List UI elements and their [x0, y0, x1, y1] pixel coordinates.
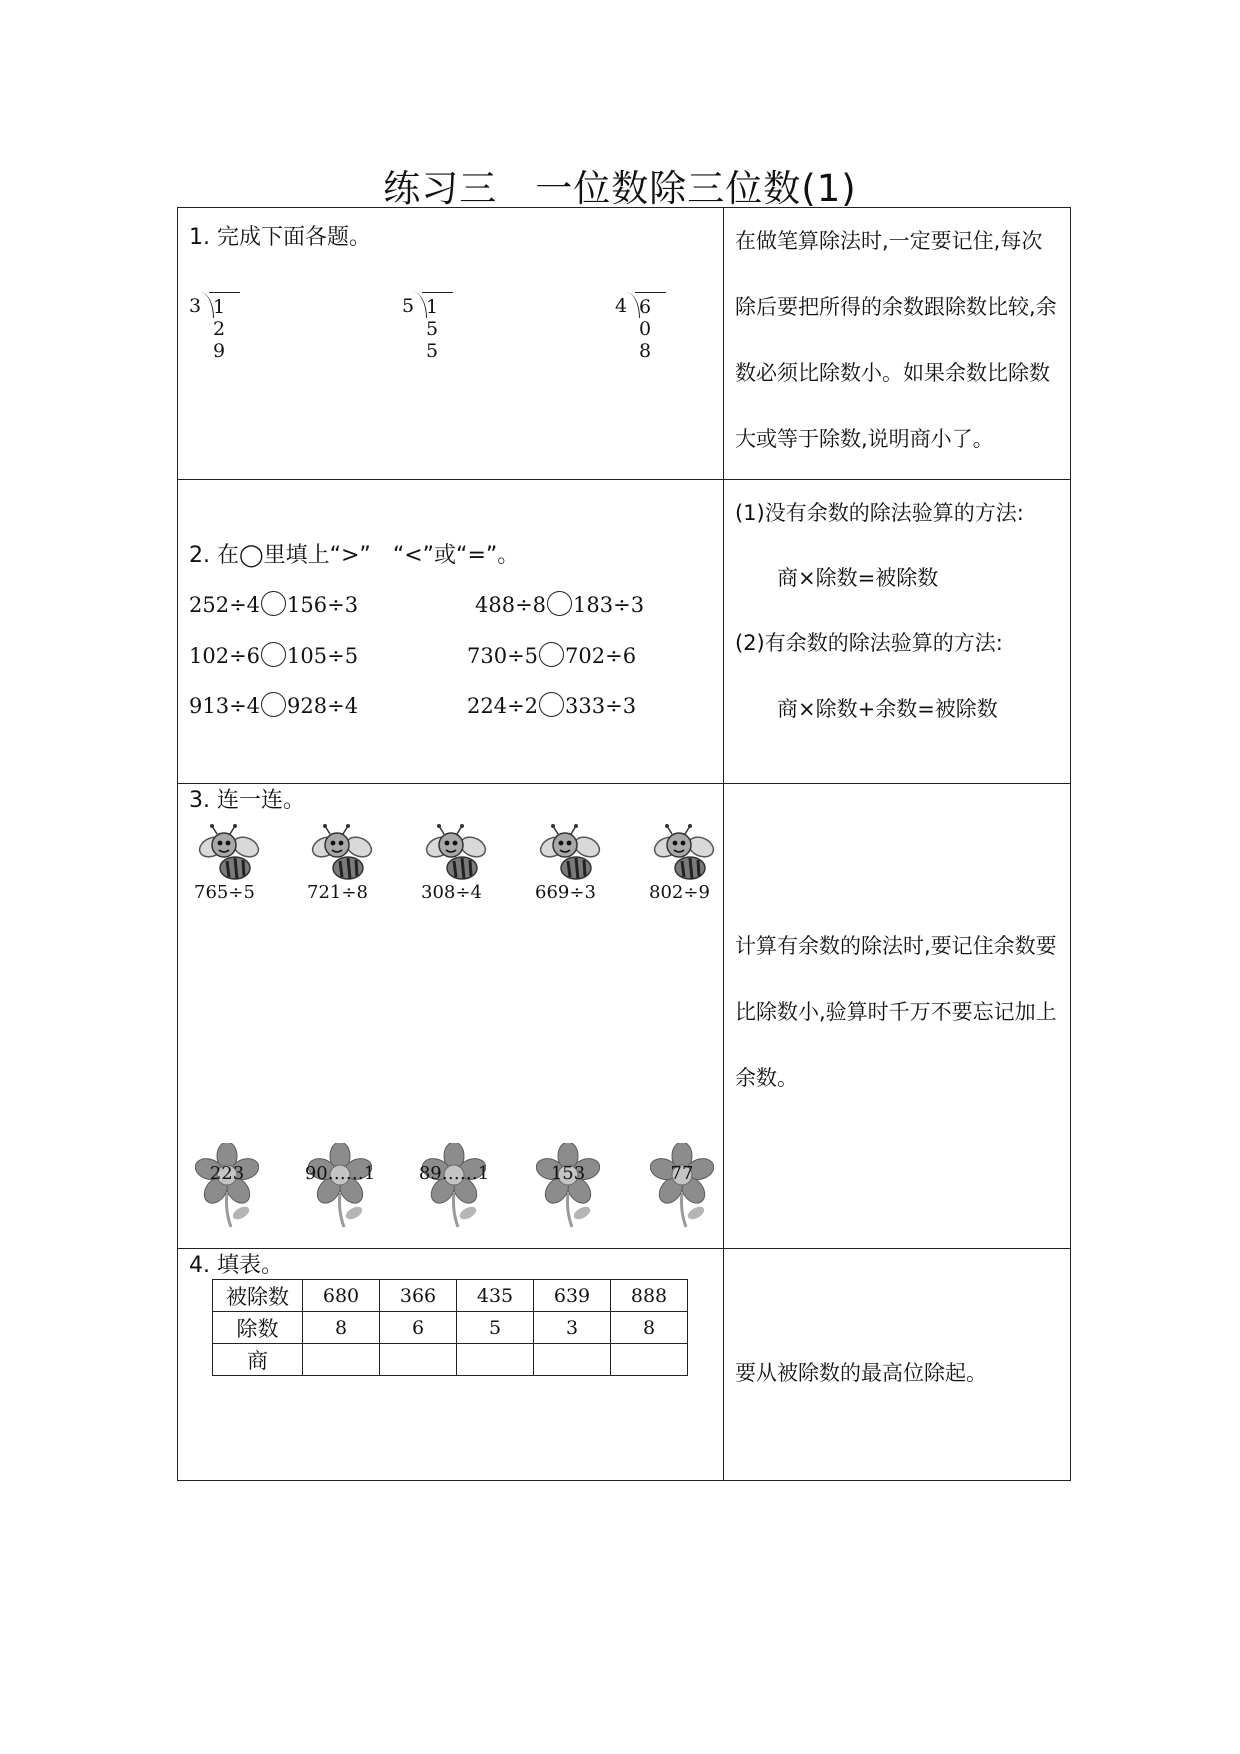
compare-left: 224÷2 — [467, 694, 539, 718]
row-divider — [178, 1248, 1070, 1249]
q1-title: 1. 完成下面各题。 — [189, 225, 371, 250]
compare-item — [189, 591, 358, 617]
fill-table — [212, 1279, 688, 1376]
compare-item — [189, 692, 358, 718]
dividend-cell: 639 — [534, 1280, 611, 1312]
flower-icon — [650, 1143, 714, 1229]
worksheet-table — [177, 207, 1071, 1481]
compare-right: 105÷5 — [287, 644, 359, 668]
compare-right: 333÷3 — [565, 694, 637, 718]
dividend: 1 5 5 — [422, 292, 453, 362]
table-row-quotient — [213, 1344, 688, 1376]
answer-circle[interactable] — [261, 591, 286, 616]
quotient-input-cell[interactable] — [534, 1344, 611, 1376]
q2-tip-line: (1)没有余数的除法验算的方法: — [735, 501, 1024, 525]
table-row-dividend — [213, 1280, 688, 1312]
flower-answer[interactable]: 153 — [550, 1163, 586, 1184]
row-label: 被除数 — [213, 1280, 303, 1312]
quotient-input-cell[interactable] — [303, 1344, 380, 1376]
answer-circle[interactable] — [539, 692, 564, 717]
compare-left: 102÷6 — [189, 644, 261, 668]
bee-expression[interactable]: 308÷4 — [421, 882, 482, 903]
dividend: 1 2 9 — [209, 292, 240, 362]
compare-item — [467, 642, 636, 668]
compare-right: 702÷6 — [565, 644, 637, 668]
flower-answer[interactable]: 90……1 — [304, 1163, 376, 1184]
bee-expression[interactable]: 669÷3 — [535, 882, 596, 903]
flower-answer[interactable]: 77 — [670, 1163, 694, 1184]
bee-icon — [652, 823, 716, 885]
q4-title: 4. 填表。 — [189, 1253, 283, 1278]
answer-circle[interactable] — [261, 642, 286, 667]
divisor-cell: 5 — [457, 1312, 534, 1344]
quotient-input-cell[interactable] — [611, 1344, 688, 1376]
divisor-cell: 8 — [611, 1312, 688, 1344]
q2-tip-line: (2)有余数的除法验算的方法: — [735, 631, 1003, 655]
compare-item — [189, 642, 358, 668]
divisor: 5 — [402, 295, 415, 317]
compare-right: 183÷3 — [573, 593, 645, 617]
dividend-cell: 680 — [303, 1280, 380, 1312]
bee-icon — [197, 823, 261, 885]
q3-tip: 计算有余数的除法时,要记住余数要比除数小,验算时千万不要忘记加上余数。 — [735, 934, 1057, 1090]
dividend-cell: 366 — [380, 1280, 457, 1312]
row-label: 商 — [213, 1344, 303, 1376]
table-row-divisor — [213, 1312, 688, 1344]
compare-left: 730÷5 — [467, 644, 539, 668]
row-divider — [178, 783, 1070, 784]
dividend-cell: 435 — [457, 1280, 534, 1312]
column-divider — [723, 208, 724, 1480]
row-label: 除数 — [213, 1312, 303, 1344]
dividend: 6 0 8 — [635, 292, 666, 362]
divisor-cell: 6 — [380, 1312, 457, 1344]
divisor-cell: 8 — [303, 1312, 380, 1344]
divisor: 3 — [189, 295, 202, 317]
divisor-cell: 3 — [534, 1312, 611, 1344]
q1-tip: 在做笔算除法时,一定要记住,每次除后要把所得的余数跟除数比较,余数必须比除数小。如果余数比除数大或等于除数,说明商小了。 — [735, 229, 1057, 451]
row-divider — [178, 479, 1070, 480]
flower-icon — [422, 1143, 486, 1229]
flower-icon — [536, 1143, 600, 1229]
bee-icon — [538, 823, 602, 885]
compare-right: 156÷3 — [287, 593, 359, 617]
flower-icon — [308, 1143, 372, 1229]
compare-right: 928÷4 — [287, 694, 359, 718]
bee-icon — [310, 823, 374, 885]
flower-answer[interactable]: 89……1 — [418, 1163, 490, 1184]
q3-title: 3. 连一连。 — [189, 788, 305, 813]
compare-left: 488÷8 — [475, 593, 547, 617]
bee-icon — [424, 823, 488, 885]
answer-circle[interactable] — [547, 591, 572, 616]
divisor: 4 — [615, 295, 628, 317]
q4-tip: 要从被除数的最高位除起。 — [735, 1361, 987, 1385]
compare-left: 252÷4 — [189, 593, 261, 617]
q2-tip-line: 商×除数+余数=被除数 — [777, 697, 998, 721]
q2-title: 2. 在◯里填上“>” “<”或“=”。 — [189, 543, 520, 568]
answer-circle[interactable] — [539, 642, 564, 667]
compare-left: 913÷4 — [189, 694, 261, 718]
page-title: 练习三 一位数除三位数(1) — [383, 167, 857, 210]
dividend-cell: 888 — [611, 1280, 688, 1312]
flower-answer[interactable]: 223 — [209, 1163, 245, 1184]
answer-circle[interactable] — [261, 692, 286, 717]
quotient-input-cell[interactable] — [457, 1344, 534, 1376]
flower-icon — [195, 1143, 259, 1229]
q2-tip-line: 商×除数=被除数 — [777, 566, 939, 590]
bee-expression[interactable]: 802÷9 — [649, 882, 710, 903]
bee-expression[interactable]: 721÷8 — [307, 882, 368, 903]
bee-expression[interactable]: 765÷5 — [194, 882, 255, 903]
quotient-input-cell[interactable] — [380, 1344, 457, 1376]
compare-item — [475, 591, 644, 617]
compare-item — [467, 692, 636, 718]
